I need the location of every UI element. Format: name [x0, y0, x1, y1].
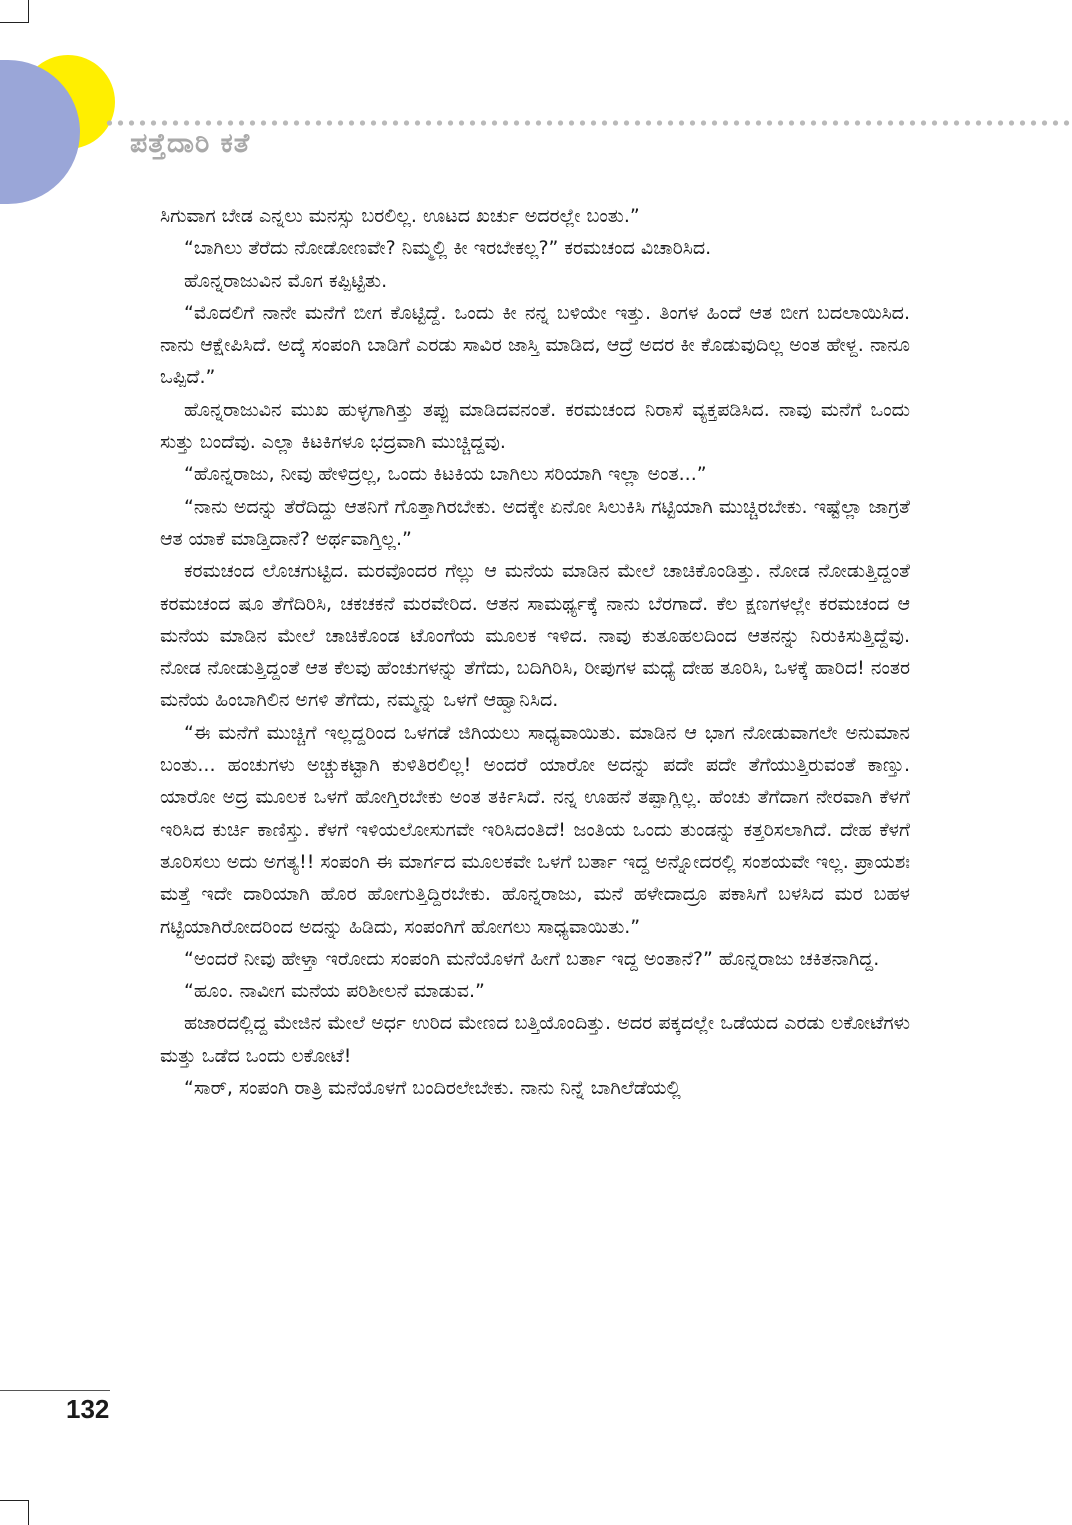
- crop-mark-top-vertical: [28, 0, 29, 22]
- crop-mark-bottom-horizontal: [0, 1500, 29, 1501]
- dotted-header-rule: [104, 118, 1072, 128]
- story-paragraph: “ಸಾರ್, ಸಂಪಂಗಿ ರಾತ್ರಿ ಮನೆಯೊಳಗೆ ಬಂದಿರಲೇಬೇಕು. ನಾನು ನಿನ್ನೆ ಬಾಗಿಲೆಡೆಯಲ್ಲಿ: [184, 1077, 681, 1100]
- crop-mark-bottom-vertical: [28, 1500, 29, 1525]
- story-paragraph: “ಹೂಂ. ನಾವೀಗ ಮನೆಯ ಪರಿಶೀಲನೆ ಮಾಡುವ.”: [184, 980, 485, 1003]
- story-paragraph: “ಅಂದರೆ ನೀವು ಹೇಳ್ತಾ ಇರೋದು ಸಂಪಂಗಿ ಮನೆಯೊಳಗೆ ಹೀಗೆ ಬರ್ತಾ ಇದ್ದ ಅಂತಾನೆ?” ಹೊನ್ನರಾಜು ಚಕಿತನಾಗಿದ್ದ.: [184, 947, 880, 970]
- story-body: [160, 200, 910, 1104]
- page-number: 132: [66, 1394, 110, 1424]
- story-paragraph: “ನಾನು ಅದನ್ನು ತೆರೆದಿದ್ದು ಆತನಿಗೆ ಗೊತ್ತಾಗಿರಬೇಕು. ಅದಕ್ಕೇ ಏನೋ ಸಿಲುಕಿಸಿ ಗಟ್ಟಿಯಾಗಿ ಮುಚ್ಚಿರಬೇಕು. ಇಷ್ಟೆಲ್ಲಾ ಜಾಗ್ರತೆ ಆತ ಯಾಕೆ ಮಾಡ್ತಿದಾನೆ? ಅರ್ಥವಾಗ್ತಿಲ್ಲ.”: [160, 495, 910, 550]
- story-paragraph: ಹಜಾರದಲ್ಲಿದ್ದ ಮೇಜಿನ ಮೇಲೆ ಅರ್ಧ ಉರಿದ ಮೇಣದ ಬತ್ತಿಯೊಂದಿತ್ತು. ಅದರ ಪಕ್ಕದಲ್ಲೇ ಒಡೆಯದ ಎರಡು ಲಕೋಟೆಗಳು ಮತ್ತು ಒಡೆದ ಒಂದು ಲಕೋಟೆ!: [160, 1012, 910, 1067]
- decorative-circles: [0, 50, 120, 210]
- section-title: ಪತ್ತೆದಾರಿ ಕತೆ: [130, 128, 251, 159]
- story-paragraph: “ಮೊದಲಿಗೆ ನಾನೇ ಮನೆಗೆ ಬೀಗ ಕೊಟ್ಟಿದ್ದೆ. ಒಂದು ಕೀ ನನ್ನ ಬಳಿಯೇ ಇತ್ತು. ತಿಂಗಳ ಹಿಂದೆ ಆತ ಬೀಗ ಬದಲಾಯಿಸಿದ. ನಾನು ಆಕ್ಷೇಪಿಸಿದೆ. ಅದ್ಕೆ ಸಂಪಂಗಿ ಬಾಡಿಗೆ ಎರಡು ಸಾವಿರ ಜಾಸ್ತಿ ಮಾಡಿದ, ಆದ್ರೆ ಅದರ ಕೀ ಕೊಡುವುದಿಲ್ಲ ಅಂತ ಹೇಳ್ದ. ನಾನೂ ಒಪ್ಪಿದೆ.”: [160, 301, 910, 389]
- page-number-rule: [0, 1390, 110, 1391]
- story-paragraph: “ಹೊನ್ನರಾಜು, ನೀವು ಹೇಳಿದ್ರಲ್ಲ, ಒಂದು ಕಿಟಕಿಯ ಬಾಗಿಲು ಸರಿಯಾಗಿ ಇಲ್ಲಾ ಅಂತ...”: [184, 463, 707, 486]
- crop-mark-top-horizontal: [0, 22, 29, 23]
- story-paragraph: ಹೊನ್ನರಾಜುವಿನ ಮೊಗ ಕಪ್ಪಿಟ್ಟಿತು.: [184, 269, 388, 292]
- story-paragraph: ಕರಮಚಂದ ಲೊಚಗುಟ್ಟಿದ. ಮರವೊಂದರ ಗೆಲ್ಲು ಆ ಮನೆಯ ಮಾಡಿನ ಮೇಲೆ ಚಾಚಿಕೊಂಡಿತ್ತು. ನೋಡ ನೋಡುತ್ತಿದ್ದಂತೆ ಕರಮಚಂದ ಷೂ ತೆಗೆದಿರಿಸಿ, ಚಕಚಕನೆ ಮರವೇರಿದ. ಆತನ ಸಾಮರ್ಥ್ಯಕ್ಕೆ ನಾನು ಬೆರಗಾದೆ. ಕೆಲ ಕ್ಷಣಗಳಲ್ಲೇ ಕರಮಚಂದ ಆ ಮನೆಯ ಮಾಡಿನ ಮೇಲೆ ಚಾಚಿಕೊಂಡ ಟೊಂಗೆಯ ಮೂಲಕ ಇಳಿದ. ನಾವು ಕುತೂಹಲದಿಂದ ಆತನನ್ನು ನಿರುಕಿಸುತ್ತಿದ್ದೆವು. ನೋಡ ನೋಡುತ್ತಿದ್ದಂತೆ ಆತ ಕೆಲವು ಹೆಂಚುಗಳನ್ನು ತೆಗೆದು, ಬದಿಗಿರಿಸಿ, ರೀಪುಗಳ ಮಧ್ಯೆ ದೇಹ ತೂರಿಸಿ, ಒಳಕ್ಕೆ ಹಾರಿದ! ನಂತರ ಮನೆಯ ಹಿಂಬಾಗಿಲಿನ ಅಗಳಿ ತೆಗೆದು, ನಮ್ಮನ್ನು ಒಳಗೆ ಆಹ್ವಾನಿಸಿದ.: [160, 560, 910, 712]
- story-paragraph: ಹೊನ್ನರಾಜುವಿನ ಮುಖ ಹುಳ್ಳಗಾಗಿತ್ತು ತಪ್ಪು ಮಾಡಿದವನಂತೆ. ಕರಮಚಂದ ನಿರಾಸೆ ವ್ಯಕ್ತಪಡಿಸಿದ. ನಾವು ಮನೆಗೆ ಒಂದು ಸುತ್ತು ಬಂದೆವು. ಎಲ್ಲಾ ಕಿಟಕಿಗಳೂ ಭದ್ರವಾಗಿ ಮುಚ್ಚಿದ್ದವು.: [160, 398, 910, 454]
- story-paragraph: ಸಿಗುವಾಗ ಬೇಡ ಎನ್ನಲು ಮನಸ್ಸು ಬರಲಿಲ್ಲ. ಊಟದ ಖರ್ಚು ಅದರಲ್ಲೇ ಬಂತು.”: [160, 205, 640, 227]
- story-paragraph: “ಬಾಗಿಲು ತೆರೆದು ನೋಡೋಣವೇ? ನಿಮ್ಮಲ್ಲಿ ಕೀ ಇರಬೇಕಲ್ಲ?” ಕರಮಚಂದ ವಿಚಾರಿಸಿದ.: [184, 237, 712, 260]
- story-paragraph: “ಈ ಮನೆಗೆ ಮುಚ್ಚಿಗೆ ಇಲ್ಲದ್ದರಿಂದ ಒಳಗಡೆ ಜಿಗಿಯಲು ಸಾಧ್ಯವಾಯಿತು. ಮಾಡಿನ ಆ ಭಾಗ ನೋಡುವಾಗಲೇ ಅನುಮಾನ ಬಂತು... ಹಂಚುಗಳು ಅಚ್ಚುಕಟ್ಟಾಗಿ ಕುಳಿತಿರಲಿಲ್ಲ! ಅಂದರೆ ಯಾರೋ ಅದನ್ನು ಪದೇ ಪದೇ ತೆಗೆಯುತ್ತಿರುವಂತೆ ಕಾಣ್ತು. ಯಾರೋ ಅದ್ರ ಮೂಲಕ ಒಳಗೆ ಹೋಗ್ತಿರಬೇಕು ಅಂತ ತರ್ಕಿಸಿದೆ. ನನ್ನ ಊಹನೆ ತಪ್ಪಾಗ್ಲಿಲ್ಲ. ಹೆಂಚು ತೆಗೆದಾಗ ನೇರವಾಗಿ ಕೆಳಗೆ ಇರಿಸಿದ ಕುರ್ಚಿ ಕಾಣಿಸ್ತು. ಕೆಳಗೆ ಇಳಿಯಲೋಸುಗವೇ ಇರಿಸಿದಂತಿದೆ! ಜಂತಿಯ ಒಂದು ತುಂಡನ್ನು ಕತ್ತರಿಸಲಾಗಿದೆ. ದೇಹ ಕೆಳಗೆ ತೂರಿಸಲು ಅದು ಅಗತ್ಯ!! ಸಂಪಂಗಿ ಈ ಮಾರ್ಗದ ಮೂಲಕವೇ ಒಳಗೆ ಬರ್ತಾ ಇದ್ದ ಅನ್ನೋದರಲ್ಲಿ ಸಂಶಯವೇ ಇಲ್ಲ. ಪ್ರಾಯಶಃ ಮತ್ತೆ ಇದೇ ದಾರಿಯಾಗಿ ಹೊರ ಹೋಗುತ್ತಿದ್ದಿರಬೇಕು. ಹೊನ್ನರಾಜು, ಮನೆ ಹಳೇದಾದ್ರೂ ಪಕಾಸಿಗೆ ಬಳಸಿದ ಮರ ಬಹಳ ಗಟ್ಟಿಯಾಗಿರೋದರಿಂದ ಅದನ್ನು ಹಿಡಿದು, ಸಂಪಂಗಿಗೆ ಹೋಗಲು ಸಾಧ್ಯವಾಯಿತು.”: [160, 721, 910, 938]
